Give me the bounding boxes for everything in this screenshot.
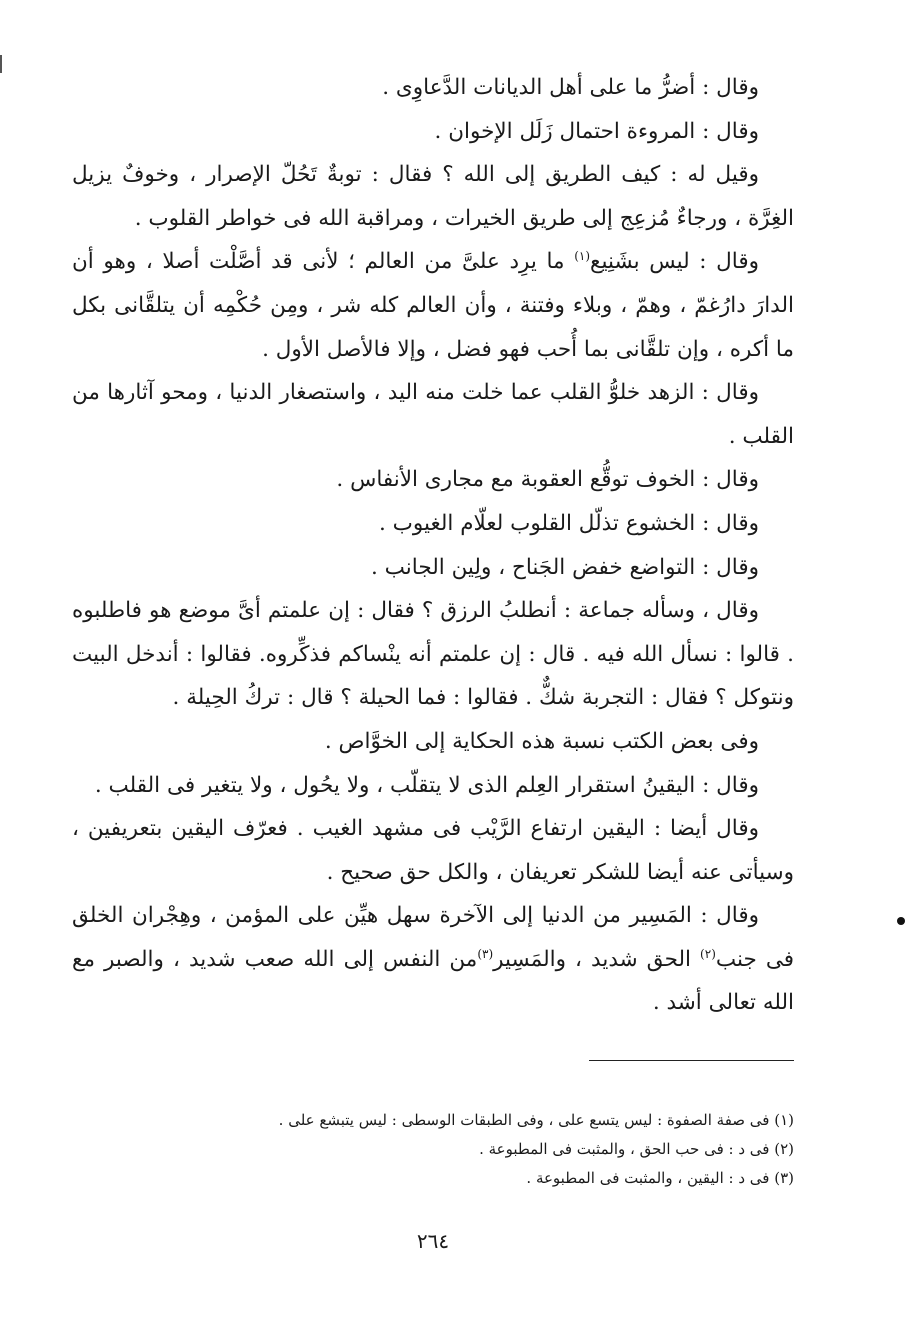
paragraph-13 — [72, 894, 794, 1025]
footnote-2: (٢) فى د : فى حب الحق ، والمثبت فى المطبوعة . — [479, 1140, 794, 1158]
page-number: ٢٦٤ — [416, 1229, 450, 1253]
paragraph-10: وفى بعض الكتب نسبة هذه الحكاية إلى الخوَّاص . — [324, 728, 759, 754]
paragraph-13-start: وقال : المَسِير من الدنيا إلى الآخرة سهل هيِّن على المؤمن ، وهِجْران الخلق فى جنب — [72, 903, 795, 972]
paragraph-4-start: وقال : ليس بشَنِيع — [590, 249, 759, 275]
footnote-1: (١) فى صفة الصفوة : ليس يتسع على ، وفى الطبقات الوسطى : ليس يتبشع على . — [278, 1111, 794, 1129]
margin-dot — [897, 917, 905, 925]
paragraph-13-middle: الحق شديد ، والمَسِير — [493, 946, 701, 972]
paragraph-4 — [72, 240, 794, 371]
paragraph-6: وقال : الخوف توقُّع العقوبة مع مجارى الأنفاس . — [336, 467, 759, 493]
footnotes — [72, 1106, 794, 1193]
paragraph-9: وقال ، وسأله جماعة : أنطلبُ الرزق ؟ فقال : إن علمتم أىَّ موضع هو فاطلبوه . قالوا : نسأل الله فيه . قال : إن علمتم أنه ينْساكم فذكِّروه. فقالوا : أندخل البيت ونتوكل ؟ فقال : التجربة شكٌّ . فقالوا : فما الحيلة ؟ قال : تركُ الحِيلة . — [72, 598, 794, 711]
paragraph-5: وقال : الزهد خلوُّ القلب عما خلت منه اليد ، واستصغار الدنيا ، ومحو آثارها من القلب . — [72, 380, 794, 449]
footnote-ref-2: (٢) — [700, 946, 716, 961]
page — [72, 66, 794, 1256]
paragraph-4-end: ما يرِد علىَّ من العالم ؛ لأنى قد أصَّلْت أصلا ، وهو أن الدارَ دارُغمّ ، وهمّ ، وبلاء وفتنة ، وأن العالم كله شر ، ومِن حُكْمِه أن يتلقَّانى بكل ما أكره ، وإن تلقَّانى بما أُحب فهو فضل ، وإلا فالأصل الأول . — [72, 249, 794, 362]
paragraph-13-end: من النفس إلى الله صعب شديد ، والصبر مع الله تعالى أشد . — [72, 946, 794, 1016]
margin-tick — [0, 55, 2, 73]
footnote-rule — [589, 1060, 794, 1061]
footnote-ref-3: (٣) — [477, 946, 494, 961]
paragraph-8: وقال : التواضع خفض الجَناح ، ولِين الجانب . — [371, 554, 759, 580]
paragraph-11: وقال : اليقينُ استقرار العِلم الذى لا يتقلّب ، ولا يحُول ، ولا يتغير فى القلب . — [94, 772, 759, 798]
paragraph-7: وقال : الخشوع تذلّل القلوب لعلّام الغيوب . — [378, 510, 759, 536]
paragraph-3: وقيل له : كيف الطريق إلى الله ؟ فقال : توبةٌ تَحُلّ الإصرار ، وخوفٌ يزيل الغِرَّة ، ورجاءٌ مُزعِج إلى طريق الخيرات ، ومراقبة الله فى خواطر القلوب . — [72, 162, 794, 231]
footnote-3: (٣) فى د : اليقين ، والمثبت فى المطبوعة . — [526, 1169, 794, 1187]
paragraph-12: وقال أيضا : اليقين ارتفاع الرَّيْب فى مشهد الغيب . فعرّف اليقين بتعريفين ، وسيأتى عنه أيضا للشكر تعريفان ، والكل حق صحيح . — [72, 816, 794, 885]
paragraph-2: وقال : المروءة احتمال زَلَل الإخوان . — [434, 118, 759, 144]
footnote-ref-1: (١) — [574, 249, 591, 264]
body-text — [72, 66, 794, 1025]
paragraph-1: وقال : أضرُّ ما على أهل الديانات الدَّعاوِى . — [382, 75, 759, 100]
